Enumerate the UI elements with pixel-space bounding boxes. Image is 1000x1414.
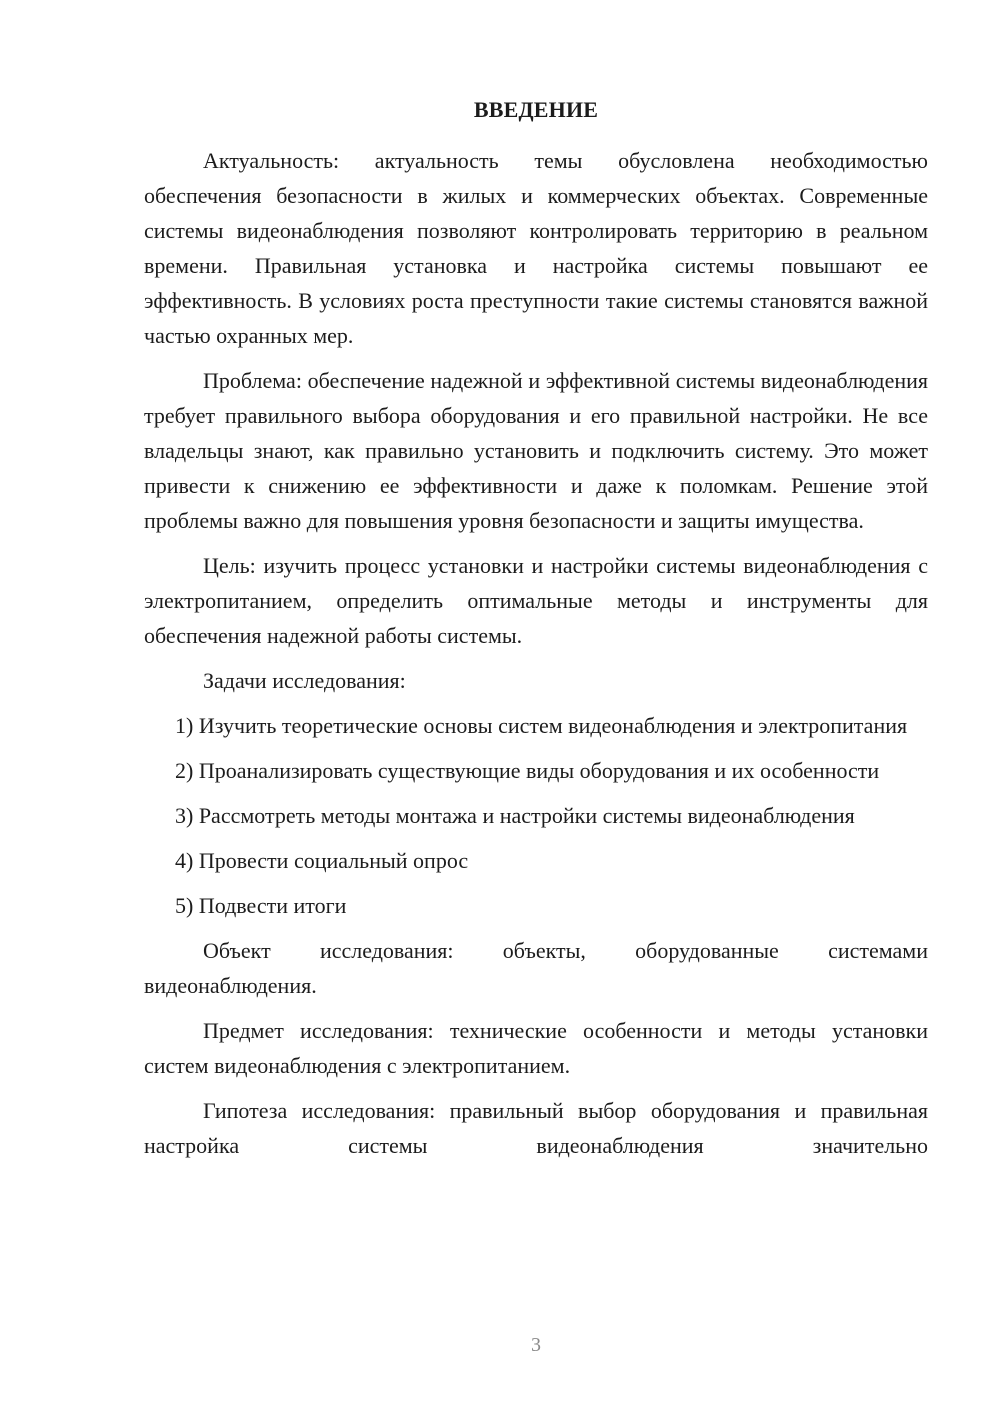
task-item: 2) Проанализировать существующие виды оборудования и их особенности [175,758,880,783]
hypothesis-paragraph: Гипотеза исследования: правильный выбор оборудования и правильная настройка системы видеонаблюдения значительно [144,1098,928,1158]
tasks-intro: Задачи исследования: [203,668,406,693]
goal-paragraph: Цель: изучить процесс установки и настройки системы видеонаблюдения с электропитанием, определить оптимальные методы и инструменты для обеспечения надежной работы системы. [144,553,928,648]
page-content [144,95,928,1173]
section-heading: ВВЕДЕНИЕ [473,97,599,122]
task-item: 4) Провести социальный опрос [175,848,469,873]
page-number: 3 [531,1334,541,1356]
problem-paragraph: Проблема: обеспечение надежной и эффективной системы видеонаблюдения требует правильного выбора оборудования и его правильной настройки. Не все владельцы знают, как правильно установить и подключить систему. Это может привести к снижению ее эффективности и даже к поломкам. Решение этой проблемы важно для повышения уровня безопасности и защиты имущества. [144,368,928,533]
object-paragraph: Объект исследования: объекты, оборудованные системами видеонаблюдения. [144,938,928,998]
task-item: 5) Подвести итоги [175,893,347,918]
subject-paragraph: Предмет исследования: технические особенности и методы установки систем видеонаблюдения с электропитанием. [144,1018,928,1078]
relevance-paragraph: Актуальность: актуальность темы обусловлена необходимостью обеспечения безопасности в жилых и коммерческих объектах. Современные системы видеонаблюдения позволяют контролировать территорию в реальном времени. Правильная установка и настройка системы повышают ее эффективность. В условиях роста преступности такие системы становятся важной частью охранных мер. [144,148,928,348]
task-item: 1) Изучить теоретические основы систем видеонаблюдения и электропитания [175,713,908,738]
task-item: 3) Рассмотреть методы монтажа и настройки системы видеонаблюдения [175,803,855,828]
